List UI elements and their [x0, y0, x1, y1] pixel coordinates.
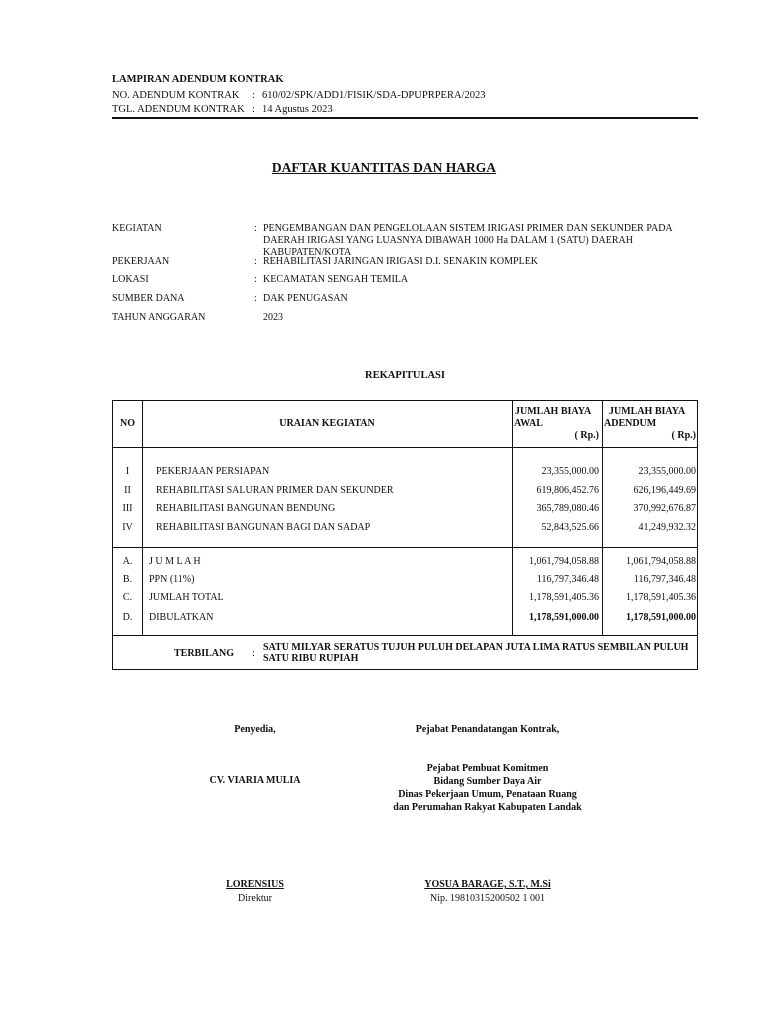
total-description: JUMLAH TOTAL — [149, 592, 224, 603]
col-header-adendum: JUMLAH BIAYA — [609, 406, 686, 417]
info-value-pekerjaan: REHABILITASI JARINGAN IRIGASI D.I. SENAKIN KOMPLEK — [263, 256, 539, 267]
info-label-kegiatan: KEGIATAN — [112, 223, 162, 234]
total-adendum: 116,797,346.48 — [633, 574, 696, 585]
official-line: Dinas Pekerjaan Umum, Penataan Ruang — [398, 789, 577, 800]
total-letter: D. — [122, 612, 133, 623]
row-description: REHABILITASI SALURAN PRIMER DAN SEKUNDER — [156, 485, 394, 496]
info-label-tahun: TAHUN ANGGARAN — [112, 312, 206, 323]
totals-bottom-line — [113, 635, 697, 636]
row-adendum: 23,355,000.00 — [638, 466, 696, 477]
total-adendum: 1,178,591,000.00 — [626, 612, 696, 623]
attachment-title: LAMPIRAN ADENDUM KONTRAK — [112, 74, 284, 85]
header-info — [112, 89, 698, 117]
provider-name: LORENSIUS — [226, 879, 284, 890]
row-adendum: 41,249,932.32 — [638, 522, 696, 533]
row-description: PEKERJAAN PERSIAPAN — [156, 466, 270, 477]
row-awal: 365,789,080.46 — [536, 503, 599, 514]
official-name: YOSUA BARAGE, S.T., M.Si — [424, 879, 551, 890]
provider-signatory — [195, 878, 315, 891]
items-bottom-line — [113, 547, 697, 548]
info-colon: : — [254, 293, 257, 304]
info-value-lokasi: KECAMATAN SENGAH TEMILA — [263, 274, 409, 285]
header-divider — [112, 117, 698, 119]
official-line: dan Perumahan Rakyat Kabupaten Landak — [393, 802, 582, 813]
col-header-adendum-unit: ( Rp.) — [671, 430, 696, 441]
terbilang-label: TERBILANG — [174, 648, 235, 659]
col-header-awal: JUMLAH BIAYA — [515, 406, 592, 417]
header-value: 610/02/SPK/ADD1/FISIK/SDA-DPUPRPERA/2023 — [262, 90, 486, 101]
row-number: III — [122, 503, 133, 514]
row-description: REHABILITASI BANGUNAN BAGI DAN SADAP — [156, 522, 371, 533]
row-number: I — [125, 466, 130, 477]
info-value-tahun: 2023 — [263, 312, 283, 323]
total-adendum: 1,061,794,058.88 — [626, 556, 696, 567]
row-awal: 52,843,525.66 — [541, 522, 599, 533]
header-row-date — [112, 103, 698, 117]
total-description: J U M L A H — [149, 556, 201, 567]
row-awal: 619,806,452.76 — [536, 485, 599, 496]
col-header-awal-unit: ( Rp.) — [574, 430, 599, 441]
col-header-adendum-2: ADENDUM — [604, 418, 657, 429]
document-title-text: DAFTAR KUANTITAS DAN HARGA — [271, 160, 497, 175]
terbilang-value: SATU MILYAR SERATUS TUJUH PULUH DELAPAN JUTA LIMA RATUS SEMBILAN PULUH SATU RIBU RUPIAH — [263, 642, 689, 664]
col-header-awal-2: AWAL — [514, 418, 543, 429]
row-awal: 23,355,000.00 — [541, 466, 599, 477]
total-adendum: 1,178,591,405.36 — [626, 592, 696, 603]
header-colon: : — [252, 104, 255, 115]
provider-role: Penyedia, — [234, 724, 276, 735]
official-nip: Nip. 19810315200502 1 001 — [430, 893, 545, 904]
col-header-uraian: URAIAN KEGIATAN — [279, 418, 375, 429]
header-colon: : — [252, 90, 255, 101]
official-line: Bidang Sumber Daya Air — [433, 776, 542, 787]
official-signatory — [380, 878, 595, 891]
col-divider-no — [142, 401, 143, 635]
row-number: II — [124, 485, 131, 496]
header-value: 14 Agustus 2023 — [262, 104, 333, 115]
header-label: TGL. ADENDUM KONTRAK — [112, 104, 245, 115]
total-letter: A. — [122, 556, 133, 567]
info-colon: : — [254, 223, 257, 234]
official-line: Pejabat Pembuat Komitmen — [426, 763, 549, 774]
total-awal: 1,178,591,405.36 — [529, 592, 599, 603]
header-row-number — [112, 89, 698, 103]
total-description: DIBULATKAN — [149, 612, 214, 623]
info-colon: : — [254, 274, 257, 285]
rekap-title: REKAPITULASI — [365, 370, 445, 381]
info-colon: : — [254, 256, 257, 267]
total-awal: 1,061,794,058.88 — [529, 556, 599, 567]
header-bottom-line — [113, 447, 697, 448]
recap-table — [112, 400, 698, 670]
terbilang-colon: : — [252, 648, 255, 659]
total-awal: 116,797,346.48 — [536, 574, 599, 585]
total-letter: C. — [122, 592, 133, 603]
info-value-sumber-dana: DAK PENUGASAN — [263, 293, 348, 304]
info-label-lokasi: LOKASI — [112, 274, 149, 285]
header-label: NO. ADENDUM KONTRAK — [112, 90, 240, 101]
row-description: REHABILITASI BANGUNAN BENDUNG — [156, 503, 336, 514]
info-label-sumber-dana: SUMBER DANA — [112, 293, 185, 304]
total-letter: B. — [122, 574, 133, 585]
official-role: Pejabat Penandatangan Kontrak, — [415, 724, 560, 735]
provider-title: Direktur — [238, 893, 272, 904]
document-title — [0, 160, 768, 176]
total-awal: 1,178,591,000.00 — [529, 612, 599, 623]
info-value-kegiatan: PENGEMBANGAN DAN PENGELOLAAN SISTEM IRIGASI PRIMER DAN SEKUNDER PADA DAERAH IRIGASI YANG LUASNYA DIBAWAH 1000 Ha DALAM 1 (SATU) DAERAH KABUPATEN/KOTA — [263, 223, 673, 257]
provider-company: CV. VIARIA MULIA — [209, 775, 301, 786]
info-label-pekerjaan: PEKERJAAN — [112, 256, 170, 267]
row-adendum: 370,992,676.87 — [633, 503, 696, 514]
col-header-no: NO — [120, 418, 135, 429]
row-adendum: 626,196,449.69 — [633, 485, 696, 496]
row-number: IV — [122, 522, 133, 533]
total-description: PPN (11%) — [149, 574, 195, 585]
